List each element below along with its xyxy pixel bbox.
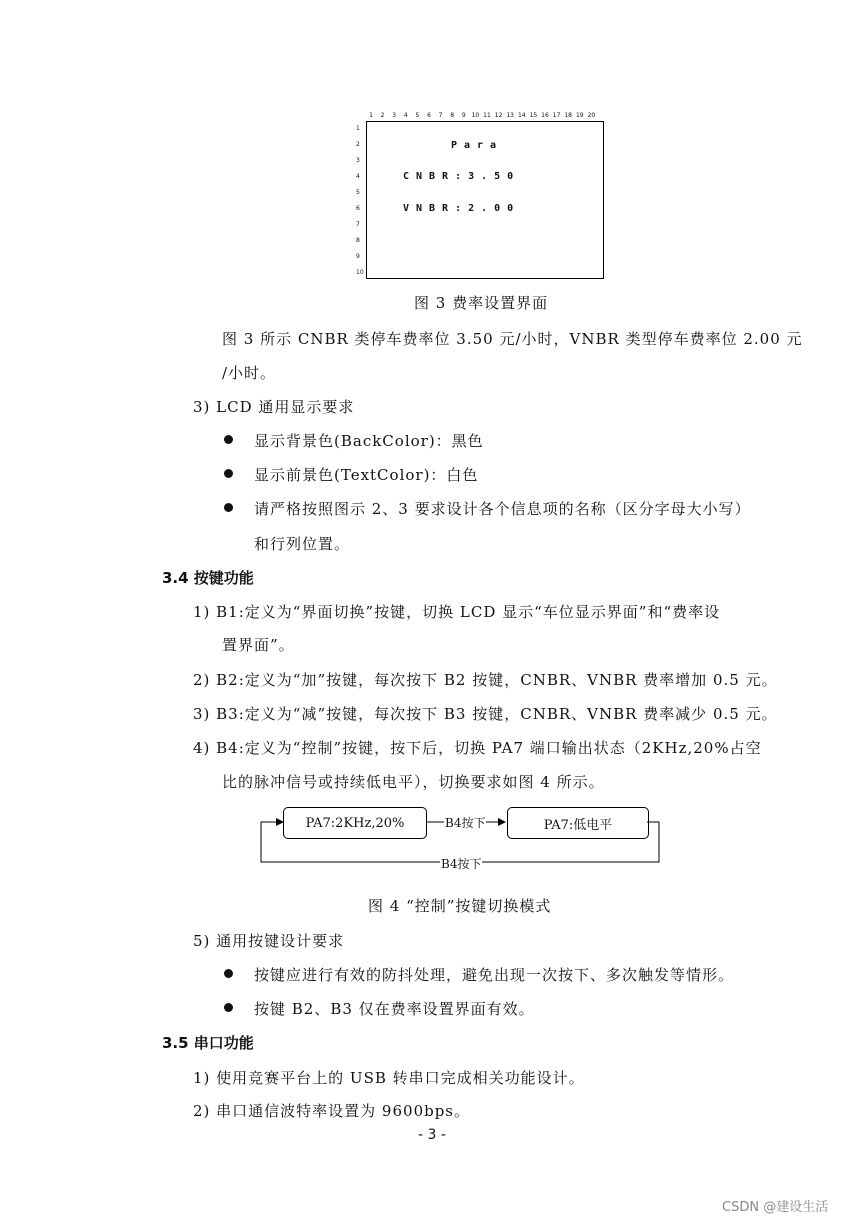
- paragraph: 1) 使用竞赛平台上的 USB 转串口完成相关功能设计。: [193, 1069, 585, 1087]
- bullet-icon: [224, 435, 233, 444]
- list-title: 5) 通用按键设计要求: [193, 932, 345, 950]
- row-number: 3: [356, 157, 360, 164]
- column-number: 2: [380, 112, 385, 119]
- column-number: 8: [450, 112, 455, 119]
- list-item: 显示前景色(TextColor)：白色: [254, 466, 479, 484]
- column-number: 13: [506, 112, 515, 119]
- row-number: 9: [356, 253, 360, 260]
- transition-label: B4按下: [445, 816, 486, 830]
- page-number: - 3 -: [418, 1127, 446, 1143]
- lcd-line-cnbr: CNBR:3.50: [403, 171, 521, 182]
- paragraph: 比的脉冲信号或持续低电平），切换要求如图 4 所示。: [222, 773, 605, 791]
- column-number: 9: [461, 112, 466, 119]
- column-number: 1: [369, 112, 373, 119]
- paragraph: 1) B1:定义为“界面切换”按键，切换 LCD 显示“车位显示界面”和“费率设: [193, 603, 721, 621]
- paragraph: 2) 串口通信波特率设置为 9600bps。: [193, 1102, 471, 1120]
- lcd-line-vnbr: VNBR:2.00: [403, 203, 521, 214]
- figure-4-caption: 图 4 “控制”按键切换模式: [368, 897, 552, 915]
- bullet-icon: [224, 503, 233, 512]
- paragraph: /小时。: [222, 364, 277, 382]
- column-number: 7: [438, 112, 443, 119]
- column-number: 11: [483, 112, 491, 119]
- transition-label: B4按下: [441, 857, 482, 871]
- column-number: 10: [471, 112, 480, 119]
- column-number: 5: [415, 112, 420, 119]
- bullet-icon: [224, 969, 233, 978]
- list-item: 显示背景色(BackColor)：黑色: [254, 432, 484, 450]
- column-number: 18: [564, 112, 573, 119]
- row-number: 6: [356, 205, 360, 212]
- paragraph: 4) B4:定义为“控制”按键，按下后，切换 PA7 端口输出状态（2KHz,20%占空: [193, 739, 762, 757]
- row-number: 7: [356, 221, 360, 228]
- column-number: 14: [517, 112, 526, 119]
- state-pa7-pwm: PA7:2KHz,20%: [283, 807, 427, 839]
- list-item: 请严格按照图示 2、3 要求设计各个信息项的名称（区分字母大小写）: [254, 500, 751, 518]
- figure-3-caption: 图 3 费率设置界面: [414, 294, 549, 312]
- paragraph: 置界面”。: [222, 636, 295, 654]
- column-number: 17: [552, 112, 561, 119]
- column-number: 19: [575, 112, 584, 119]
- column-number: 3: [392, 112, 397, 119]
- section-heading: 3.4 按键功能: [162, 569, 254, 587]
- row-number: 1: [356, 125, 360, 132]
- lcd-line-para: Para: [451, 140, 504, 151]
- paragraph: 2) B2:定义为“加”按键，每次按下 B2 按键，CNBR、VNBR 费率增加 0.5 元。: [193, 671, 778, 689]
- column-number: 16: [541, 112, 549, 119]
- column-number: 20: [587, 112, 596, 119]
- column-number: 15: [529, 112, 538, 119]
- column-number: 12: [494, 112, 503, 119]
- bullet-icon: [224, 469, 233, 478]
- state-pa7-low: PA7:低电平: [507, 807, 649, 839]
- paragraph: 图 3 所示 CNBR 类停车费率位 3.50 元/小时，VNBR 类型停车费率位 2.00 元: [222, 330, 803, 348]
- row-number: 4: [356, 173, 360, 180]
- section-heading: 3.5 串口功能: [162, 1034, 254, 1052]
- watermark: CSDN @建设生活: [722, 1200, 829, 1215]
- list-item: 按键 B2、B3 仅在费率设置界面有效。: [254, 1000, 535, 1018]
- paragraph: 3) B3:定义为“减”按键，每次按下 B3 按键，CNBR、VNBR 费率减少 0.5 元。: [193, 705, 778, 723]
- row-number: 5: [356, 189, 360, 196]
- row-number: 8: [356, 237, 360, 244]
- list-title: 3) LCD 通用显示要求: [193, 398, 355, 416]
- list-item-continuation: 和行列位置。: [254, 535, 351, 553]
- column-number: 4: [403, 112, 408, 119]
- row-number: 2: [356, 141, 360, 148]
- column-number: 6: [427, 112, 431, 119]
- list-item: 按键应进行有效的防抖处理，避免出现一次按下、多次触发等情形。: [254, 966, 735, 984]
- row-number: 10: [356, 269, 364, 276]
- bullet-icon: [224, 1003, 233, 1012]
